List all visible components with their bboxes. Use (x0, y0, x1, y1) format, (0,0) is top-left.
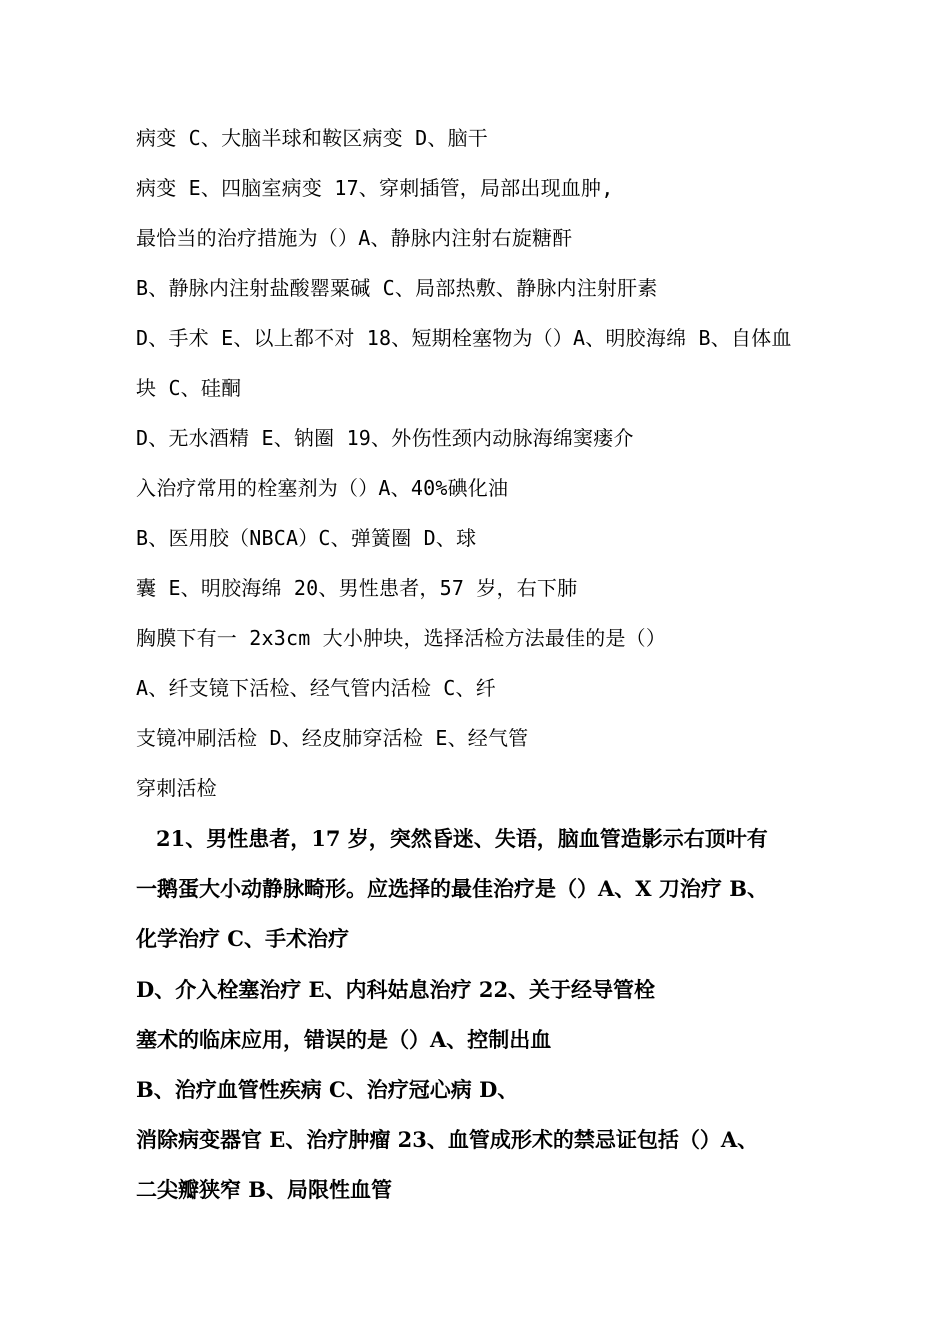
text-line: 消除病变器官 E、治疗肿瘤 23、血管成形术的禁忌证包括（）A、 (136, 1127, 759, 1152)
text-line: A、纤支镜下活检、经气管内活检 C、纤 (136, 676, 496, 700)
text-line: 二尖瓣狭窄 B、局限性血管 (136, 1177, 393, 1202)
text-line: 囊 E、明胶海绵 20、男性患者，57 岁，右下肺 (136, 576, 578, 600)
text-line: B、静脉内注射盐酸罂粟碱 C、局部热敷、静脉内注射肝素 (136, 276, 658, 300)
text-line: D、手术 E、以上都不对 18、短期栓塞物为（）A、明胶海绵 B、自体血 (136, 326, 792, 350)
text-line: 支镜冲刷活检 D、经皮肺穿活检 E、经气管 (136, 726, 529, 750)
text-line: 病变 C、大脑半球和鞍区病变 D、脑干 (136, 126, 488, 150)
text-line: D、介入栓塞治疗 E、内科姑息治疗 22、关于经导管栓 (136, 977, 656, 1002)
text-line: B、治疗血管性疾病 C、治疗冠心病 D、 (136, 1077, 519, 1102)
text-line: 塞术的临床应用，错误的是（）A、控制出血 (136, 1027, 552, 1052)
text-line: 21、男性患者，17 岁，突然昏迷、失语，脑血管造影示右顶叶有 (156, 826, 768, 851)
text-line: B、医用胶（NBCA）C、弹簧圈 D、球 (136, 526, 477, 550)
text-line: 一鹅蛋大小动静脉畸形。应选择的最佳治疗是（）A、X 刀治疗 B、 (136, 876, 768, 901)
text-line: 化学治疗 C、手术治疗 (136, 926, 350, 951)
text-line: 穿刺活检 (136, 776, 217, 800)
text-line: D、无水酒精 E、钠圈 19、外伤性颈内动脉海绵窦瘘介 (136, 426, 634, 450)
text-line: 最恰当的治疗措施为（）A、静脉内注射右旋糖酐 (136, 226, 573, 250)
text-line: 胸膜下有一 2x3cm 大小肿块，选择活检方法最佳的是（） (136, 626, 667, 650)
text-line: 入治疗常用的栓塞剂为（）A、40%碘化油 (136, 476, 509, 500)
text-line: 块 C、硅酮 (136, 376, 242, 400)
text-line: 病变 E、四脑室病变 17、穿刺插管，局部出现血肿, (136, 176, 614, 200)
